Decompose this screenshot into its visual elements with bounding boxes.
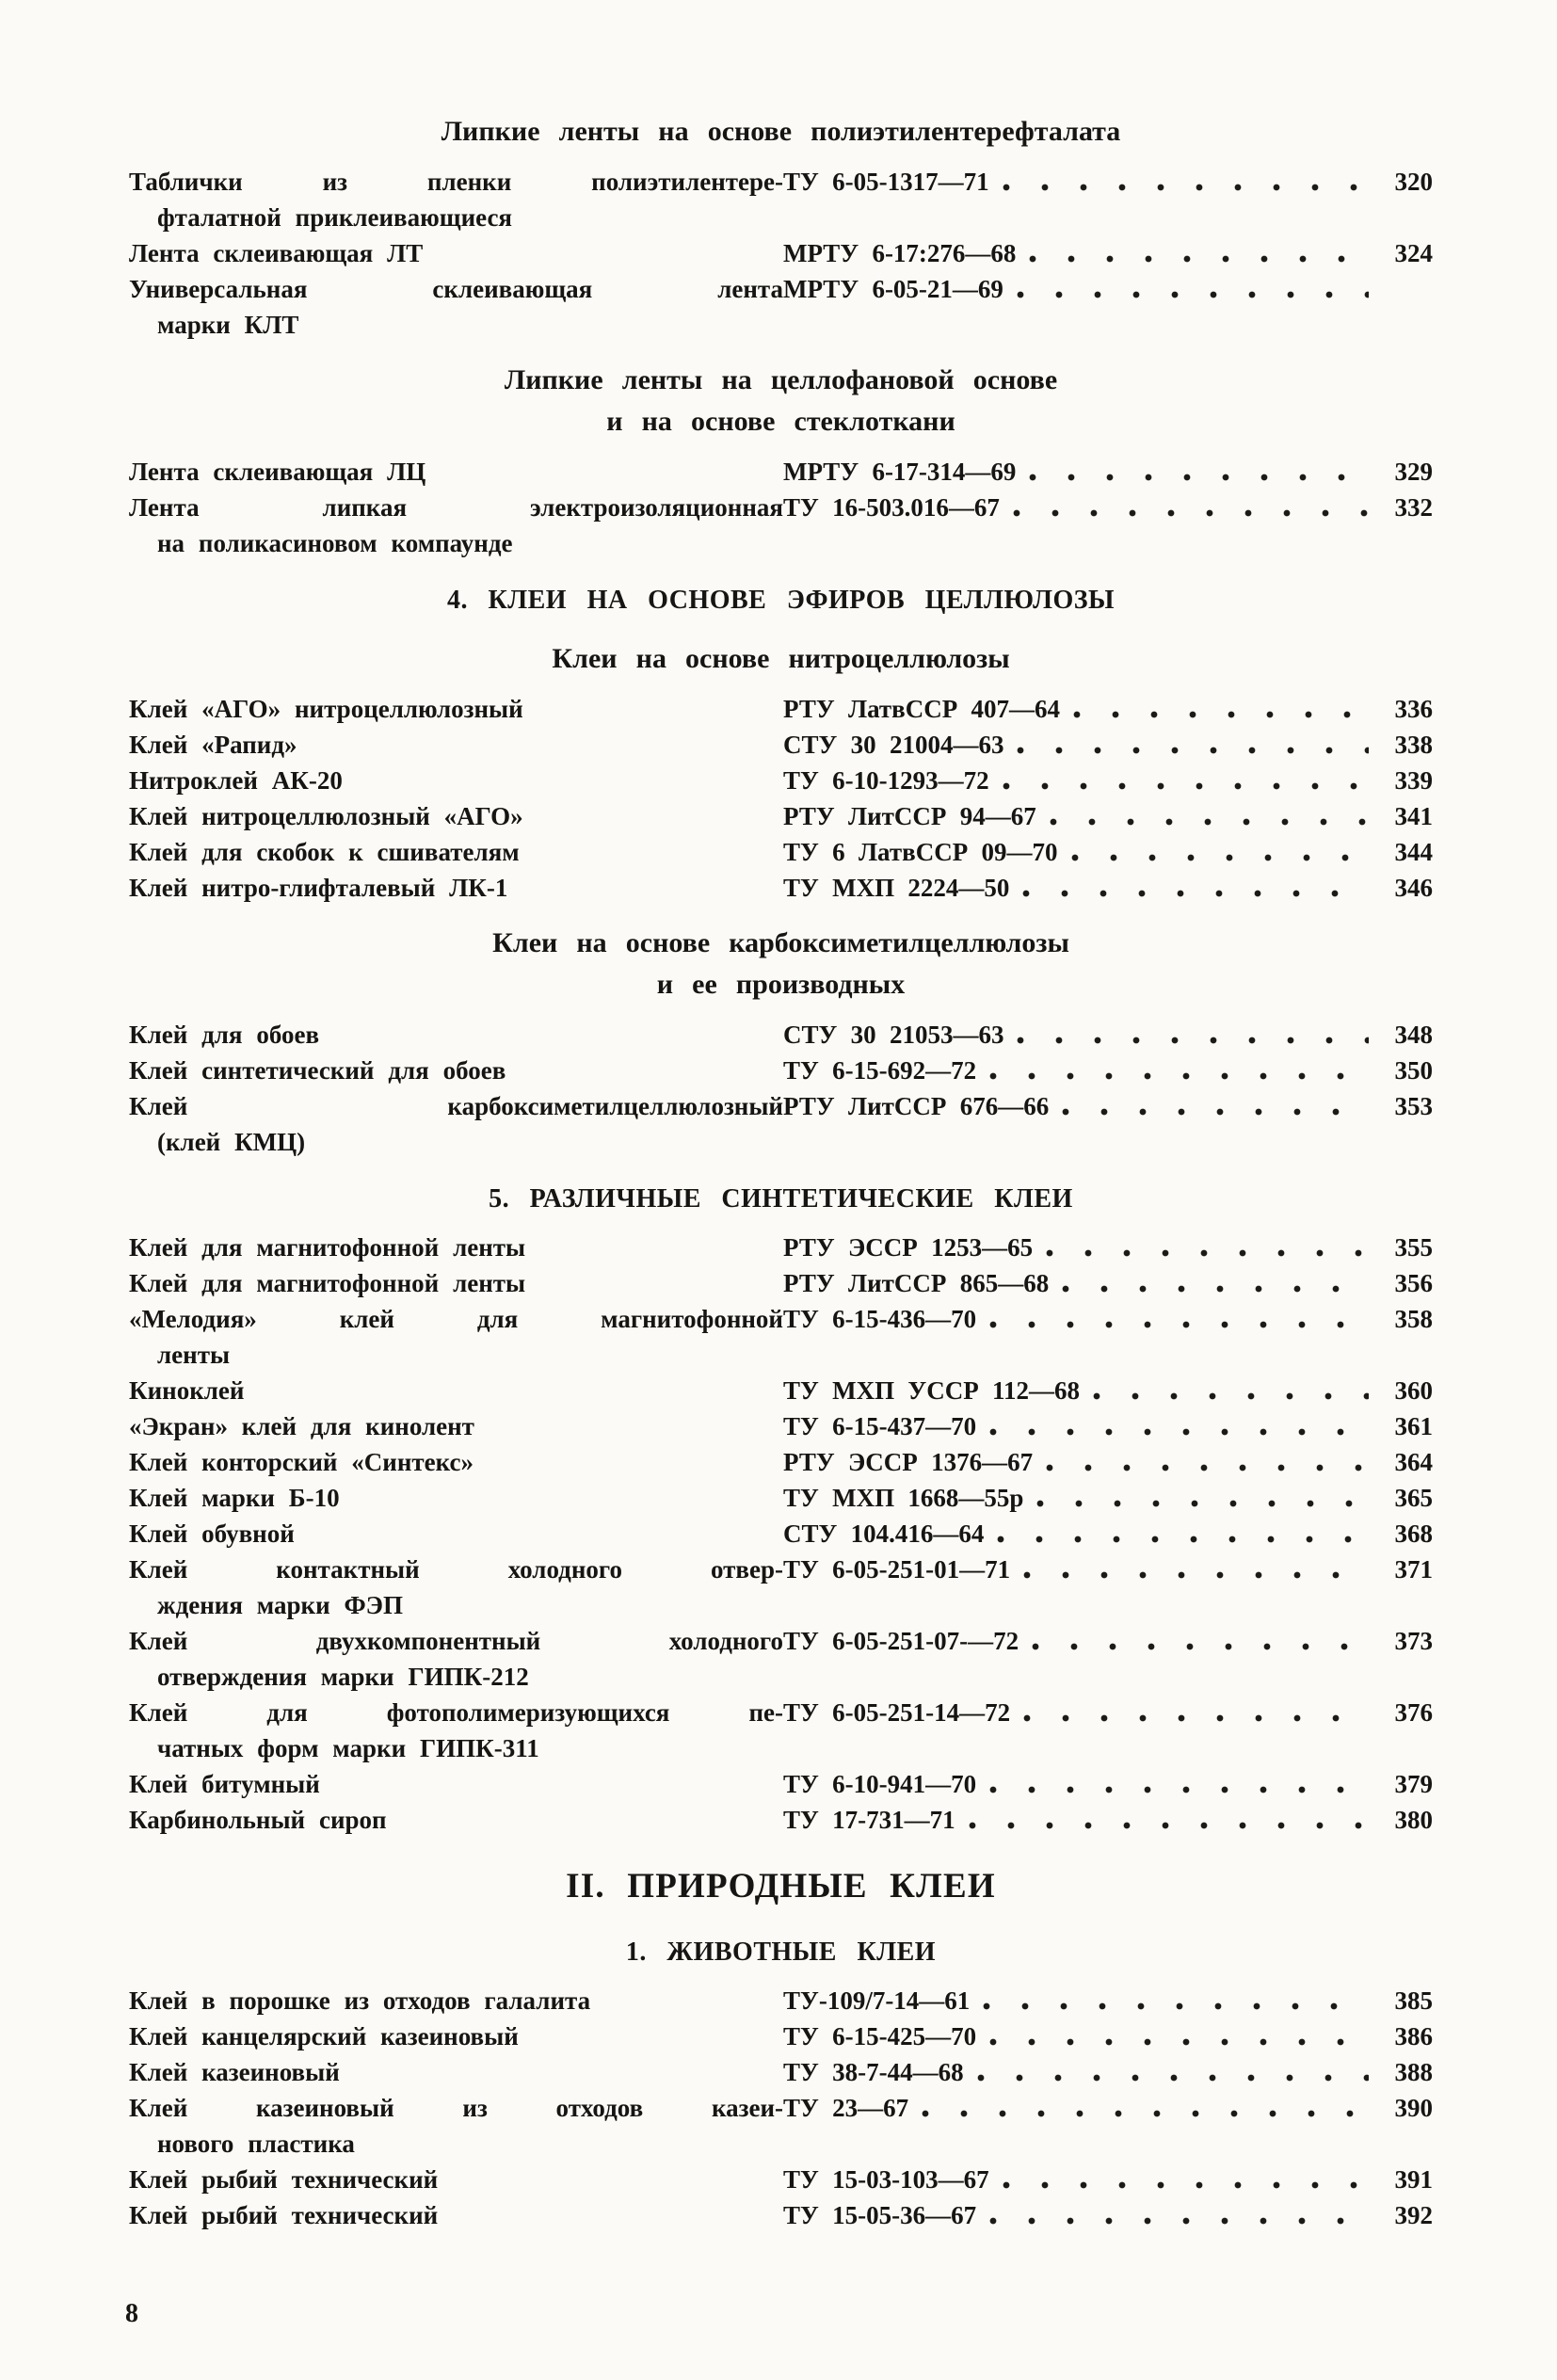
page-ref: 320 [1394, 168, 1433, 196]
section-heading [129, 111, 1433, 153]
reference [783, 1373, 1433, 1408]
page-ref: 339 [1394, 766, 1433, 795]
standard-number: ТУ 15-05-36—67 [783, 2201, 977, 2229]
entry-title-line: Клей марки Б-10 [129, 1484, 340, 1512]
toc-row [129, 1480, 1433, 1516]
entry-title [129, 1088, 783, 1160]
entry-title-line: Клей казеиновый из отходов казеи- [129, 2094, 783, 2122]
standard-number: ТУ МХП УССР 112—68 [783, 1376, 1081, 1405]
page-ref: 341 [1394, 802, 1433, 830]
page-ref: 324 [1394, 239, 1433, 267]
page-ref: 391 [1394, 2165, 1433, 2194]
dot-leader [1023, 1695, 1369, 1730]
entry-title-line: Клей для обоев [129, 1021, 320, 1049]
page-ref: 350 [1394, 1056, 1433, 1085]
standard-number: ТУ-109/7-14—61 [783, 1986, 971, 2015]
standard-number: ТУ 6-05-251-07-—72 [783, 1627, 1019, 1655]
toc-row [129, 1230, 1433, 1265]
heading-line: Липкие ленты на основе полиэтилентерефталата [441, 116, 1121, 147]
entry-title [129, 2197, 783, 2233]
standard-number: ТУ 6-10-941—70 [783, 1770, 977, 1798]
reference [783, 727, 1433, 763]
reference [783, 1623, 1433, 1695]
entry-title [129, 2054, 783, 2090]
reference [783, 454, 1433, 490]
toc-row [129, 2197, 1433, 2233]
page-ref: 356 [1394, 1269, 1433, 1297]
entry-title [129, 2162, 783, 2197]
entry-title-line: на поликасиновом компаунде [157, 529, 513, 557]
toc-row [129, 1983, 1433, 2018]
toc-row [129, 271, 1433, 343]
heading-line: и ее производных [656, 969, 906, 1000]
toc-row [129, 2162, 1433, 2197]
toc-row [129, 235, 1433, 271]
entry-title-line: Клей для магнитофонной ленты [129, 1269, 526, 1297]
reference [783, 1088, 1433, 1160]
dot-leader [922, 2090, 1369, 2126]
standard-number: ТУ 6-15-436—70 [783, 1305, 977, 1333]
dot-leader [969, 1802, 1369, 1838]
standard-number: РТУ ЭССР 1253—65 [783, 1233, 1034, 1262]
dot-leader [1073, 691, 1369, 727]
dot-leader [1046, 1230, 1369, 1265]
reference [783, 2197, 1433, 2233]
heading-line: II. ПРИРОДНЫЕ КЛЕИ [566, 1867, 996, 1906]
standard-number: ТУ 17-731—71 [783, 1806, 955, 1834]
standard-number: РТУ ЛитССР 676—66 [783, 1092, 1050, 1120]
dot-leader [1062, 1088, 1369, 1124]
entry-title-line: отверждения марки ГИПК-212 [157, 1663, 529, 1691]
page-ref: 388 [1394, 2058, 1433, 2086]
standard-number: ТУ 6-05-1317—71 [783, 168, 989, 196]
entry-title [129, 490, 783, 561]
toc-row [129, 727, 1433, 763]
entry-title [129, 1480, 783, 1516]
dot-leader [1017, 727, 1369, 763]
entry-title-line: чатных форм марки ГИПК-311 [157, 1734, 539, 1762]
reference [783, 1408, 1433, 1444]
entry-title [129, 834, 783, 870]
reference [783, 1301, 1433, 1373]
entry-title [129, 1766, 783, 1802]
page-ref: 386 [1394, 2022, 1433, 2050]
dot-leader [1003, 164, 1369, 200]
reference [783, 271, 1433, 343]
entry-title-line: фталатной приклеивающиеся [157, 203, 513, 232]
page-ref: 376 [1394, 1698, 1433, 1727]
page-ref: 336 [1394, 695, 1433, 723]
entry-title [129, 870, 783, 906]
dot-leader [1093, 1373, 1369, 1408]
standard-number: ТУ МХП 2224—50 [783, 874, 1010, 902]
page-ref: 346 [1394, 874, 1433, 902]
entry-title-line: Клей рыбий технический [129, 2201, 439, 2229]
entry-title [129, 1230, 783, 1265]
dot-leader [1017, 271, 1369, 307]
standard-number: ТУ 6-15-425—70 [783, 2022, 977, 2050]
page-ref: 348 [1394, 1021, 1433, 1049]
page-ref: 385 [1394, 1986, 1433, 2015]
entry-title-line: Клей рыбий технический [129, 2165, 439, 2194]
toc-row [129, 1265, 1433, 1301]
toc-row [129, 691, 1433, 727]
numbered-section-heading [129, 1179, 1433, 1220]
entry-title-line: Лента липкая электроизоляционная [129, 493, 783, 522]
dot-leader [1003, 763, 1369, 798]
dot-leader [1013, 490, 1369, 525]
entry-title-line: Клей нитро-глифталевый ЛК-1 [129, 874, 508, 902]
entry-title-line: ждения марки ФЭП [157, 1591, 403, 1619]
entry-title-line: Клей карбоксиметилцеллюлозный [129, 1092, 783, 1120]
numbered-section-heading [129, 1932, 1433, 1973]
standard-number: РТУ ЭССР 1376—67 [783, 1448, 1034, 1476]
heading-line: 4. КЛЕИ НА ОСНОВЕ ЭФИРОВ ЦЕЛЛЮЛОЗЫ [446, 586, 1116, 615]
reference [783, 2090, 1433, 2162]
entry-title-line: Клей нитроцеллюлозный «АГО» [129, 802, 523, 830]
entry-title-line: Клей для скобок к сшивателям [129, 838, 520, 866]
section-heading [129, 923, 1433, 1005]
toc-row [129, 1017, 1433, 1053]
standard-number: ТУ МХП 1668—55р [783, 1484, 1024, 1512]
entry-title-line: Таблички из пленки полиэтилентере- [129, 168, 783, 196]
toc-row [129, 870, 1433, 906]
page-ref: 361 [1394, 1412, 1433, 1440]
entry-title-line: «Мелодия» клей для магнитофонной [129, 1305, 783, 1333]
section-heading [129, 360, 1433, 442]
heading-line: 5. РАЗЛИЧНЫЕ СИНТЕТИЧЕСКИЕ КЛЕИ [489, 1184, 1073, 1214]
entry-title [129, 1373, 783, 1408]
dot-leader [989, 2197, 1369, 2233]
entry-title-line: Лента склеивающая ЛТ [129, 239, 424, 267]
toc-row [129, 1695, 1433, 1766]
standard-number: МРТУ 6-05-21—69 [783, 275, 1003, 303]
standard-number: ТУ 6-05-251-14—72 [783, 1698, 1011, 1727]
toc-row [129, 1088, 1433, 1160]
page-ref: 358 [1394, 1305, 1433, 1333]
entry-title-line: Клей казеиновый [129, 2058, 340, 2086]
standard-number: ТУ 6 ЛатвССР 09—70 [783, 838, 1058, 866]
reference [783, 1444, 1433, 1480]
toc-row [129, 1802, 1433, 1838]
reference [783, 164, 1433, 235]
toc-row [129, 798, 1433, 834]
reference [783, 1265, 1433, 1301]
page-ref: 364 [1394, 1448, 1433, 1476]
entry-title [129, 798, 783, 834]
entry-title-line: нового пластика [157, 2130, 355, 2158]
dot-leader [1023, 1552, 1369, 1587]
part-heading [129, 1860, 1433, 1913]
page-ref: 360 [1394, 1376, 1433, 1405]
entry-title-line: Киноклей [129, 1376, 245, 1405]
entry-title-line: Лента склеивающая ЛЦ [129, 458, 426, 486]
entry-title-line: Клей синтетический для обоев [129, 1056, 506, 1085]
dot-leader [1029, 454, 1369, 490]
entry-title [129, 1552, 783, 1623]
heading-line: Клеи на основе нитроцеллюлозы [552, 643, 1010, 674]
entry-title [129, 2018, 783, 2054]
entry-title-line: Клей двухкомпонентный холодного [129, 1627, 783, 1655]
entry-title [129, 691, 783, 727]
entry-title [129, 1623, 783, 1695]
entry-title [129, 1053, 783, 1088]
toc-row [129, 1053, 1433, 1088]
dot-leader [1036, 1480, 1369, 1516]
dot-leader [989, 1408, 1369, 1444]
entry-title-line: Карбинольный сироп [129, 1806, 387, 1834]
dot-leader [997, 1516, 1369, 1552]
standard-number: МРТУ 6-17:276—68 [783, 239, 1017, 267]
entry-title-line: (клей КМЦ) [157, 1128, 306, 1156]
toc-row [129, 1766, 1433, 1802]
dot-leader [1062, 1265, 1369, 1301]
heading-line: 1. ЖИВОТНЫЕ КЛЕИ [625, 1938, 937, 1967]
entry-title [129, 1802, 783, 1838]
reference [783, 1983, 1433, 2018]
reference [783, 1802, 1433, 1838]
entry-title [129, 2090, 783, 2162]
entry-title [129, 1301, 783, 1373]
toc-content [129, 111, 1433, 2233]
page-ref: 392 [1394, 2201, 1433, 2229]
entry-title [129, 1408, 783, 1444]
entry-title-line: Клей конторский «Синтекс» [129, 1448, 474, 1476]
page-ref: 365 [1394, 1484, 1433, 1512]
reference [783, 235, 1433, 271]
toc-row [129, 1301, 1433, 1373]
toc-row [129, 834, 1433, 870]
page-ref: 355 [1394, 1233, 1433, 1262]
reference [783, 2162, 1433, 2197]
numbered-section-heading [129, 580, 1433, 621]
section-heading [129, 638, 1433, 680]
page-ref: 390 [1394, 2094, 1433, 2122]
standard-number: ТУ 6-10-1293—72 [783, 766, 989, 795]
toc-row [129, 1444, 1433, 1480]
entry-title [129, 1983, 783, 2018]
dot-leader [1003, 2162, 1369, 2197]
toc-row [129, 1623, 1433, 1695]
entry-title [129, 1444, 783, 1480]
page-ref: 380 [1394, 1806, 1433, 1834]
dot-leader [989, 1053, 1369, 1088]
standard-number: РТУ ЛатвССР 407—64 [783, 695, 1061, 723]
entry-title-line: Клей обувной [129, 1520, 295, 1548]
page-ref: 332 [1394, 493, 1433, 522]
reference [783, 1017, 1433, 1053]
toc-row [129, 1552, 1433, 1623]
standard-number: ТУ 6-15-437—70 [783, 1412, 977, 1440]
standard-number: СТУ 30 21004—63 [783, 731, 1004, 759]
reference [783, 2054, 1433, 2090]
entry-title-line: Нитроклей АК-20 [129, 766, 343, 795]
dot-leader [983, 1983, 1369, 2018]
entry-title-line: Клей в порошке из отходов галалита [129, 1986, 591, 2015]
standard-number: МРТУ 6-17-314—69 [783, 458, 1017, 486]
reference [783, 763, 1433, 798]
toc-row [129, 1373, 1433, 1408]
toc-row [129, 1516, 1433, 1552]
toc-row [129, 454, 1433, 490]
reference [783, 1516, 1433, 1552]
entry-title-line: Клей канцелярский казеиновый [129, 2022, 519, 2050]
entry-title-line: Клей «АГО» нитроцеллюлозный [129, 695, 523, 723]
toc-row [129, 2090, 1433, 2162]
entry-title [129, 271, 783, 343]
entry-title [129, 235, 783, 271]
dot-leader [989, 2018, 1369, 2054]
dot-leader [1050, 798, 1369, 834]
heading-line: Клеи на основе карбоксиметилцеллюлозы [492, 927, 1069, 958]
reference [783, 834, 1433, 870]
toc-row [129, 2054, 1433, 2090]
entry-title [129, 1265, 783, 1301]
entry-title [129, 454, 783, 490]
page-ref: 353 [1394, 1092, 1433, 1120]
toc-row [129, 2018, 1433, 2054]
reference [783, 1766, 1433, 1802]
dot-leader [977, 2054, 1369, 2090]
standard-number: ТУ 38-7-44—68 [783, 2058, 964, 2086]
entry-title [129, 727, 783, 763]
toc-row [129, 490, 1433, 561]
dot-leader [1029, 235, 1369, 271]
reference [783, 1480, 1433, 1516]
standard-number: ТУ 23—67 [783, 2094, 909, 2122]
standard-number: РТУ ЛитССР 94—67 [783, 802, 1036, 830]
entry-title-line: Клей для фотополимеризующихся пе- [129, 1698, 783, 1727]
standard-number: ТУ 15-03-103—67 [783, 2165, 989, 2194]
entry-title [129, 164, 783, 235]
standard-number: СТУ 104.416—64 [783, 1520, 985, 1548]
toc-row [129, 763, 1433, 798]
entry-title [129, 1017, 783, 1053]
entry-title-line: «Экран» клей для кинолент [129, 1412, 474, 1440]
reference [783, 2018, 1433, 2054]
standard-number: ТУ 6-05-251-01—71 [783, 1555, 1011, 1584]
reference [783, 490, 1433, 561]
page-number: 8 [125, 2299, 138, 2328]
entry-title-line: Клей «Рапид» [129, 731, 297, 759]
standard-number: СТУ 30 21053—63 [783, 1021, 1004, 1049]
reference [783, 1053, 1433, 1088]
reference [783, 870, 1433, 906]
dot-leader [1017, 1017, 1369, 1053]
dot-leader [1046, 1444, 1369, 1480]
standard-number: ТУ 16-503.016—67 [783, 493, 1000, 522]
entry-title-line: Универсальная склеивающая лента [129, 275, 783, 303]
dot-leader [1022, 870, 1369, 906]
entry-title [129, 1695, 783, 1766]
page-ref: 371 [1394, 1555, 1433, 1584]
standard-number: РТУ ЛитССР 865—68 [783, 1269, 1050, 1297]
heading-line: Липкие ленты на целлофановой основе [504, 364, 1058, 395]
entry-title-line: ленты [157, 1341, 231, 1369]
page-ref: 338 [1394, 731, 1433, 759]
page-ref: 344 [1394, 838, 1433, 866]
page-ref: 368 [1394, 1520, 1433, 1548]
dot-leader [1071, 834, 1369, 870]
dot-leader [1032, 1623, 1369, 1659]
entry-title-line: Клей контактный холодного отвер- [129, 1555, 783, 1584]
reference [783, 1552, 1433, 1623]
entry-title [129, 763, 783, 798]
dot-leader [989, 1766, 1369, 1802]
reference [783, 1230, 1433, 1265]
reference [783, 691, 1433, 727]
entry-title [129, 1516, 783, 1552]
page-ref: 329 [1394, 458, 1433, 486]
heading-line: и на основе стеклоткани [606, 406, 955, 437]
entry-title-line: Клей битумный [129, 1770, 320, 1798]
dot-leader [989, 1301, 1369, 1337]
toc-row [129, 1408, 1433, 1444]
page-ref: 379 [1394, 1770, 1433, 1798]
entry-title-line: марки КЛТ [157, 311, 299, 339]
standard-number: ТУ 6-15-692—72 [783, 1056, 977, 1085]
page-ref: 373 [1394, 1627, 1433, 1655]
reference [783, 1695, 1433, 1766]
toc-row [129, 164, 1433, 235]
reference [783, 798, 1433, 834]
entry-title-line: Клей для магнитофонной ленты [129, 1233, 526, 1262]
